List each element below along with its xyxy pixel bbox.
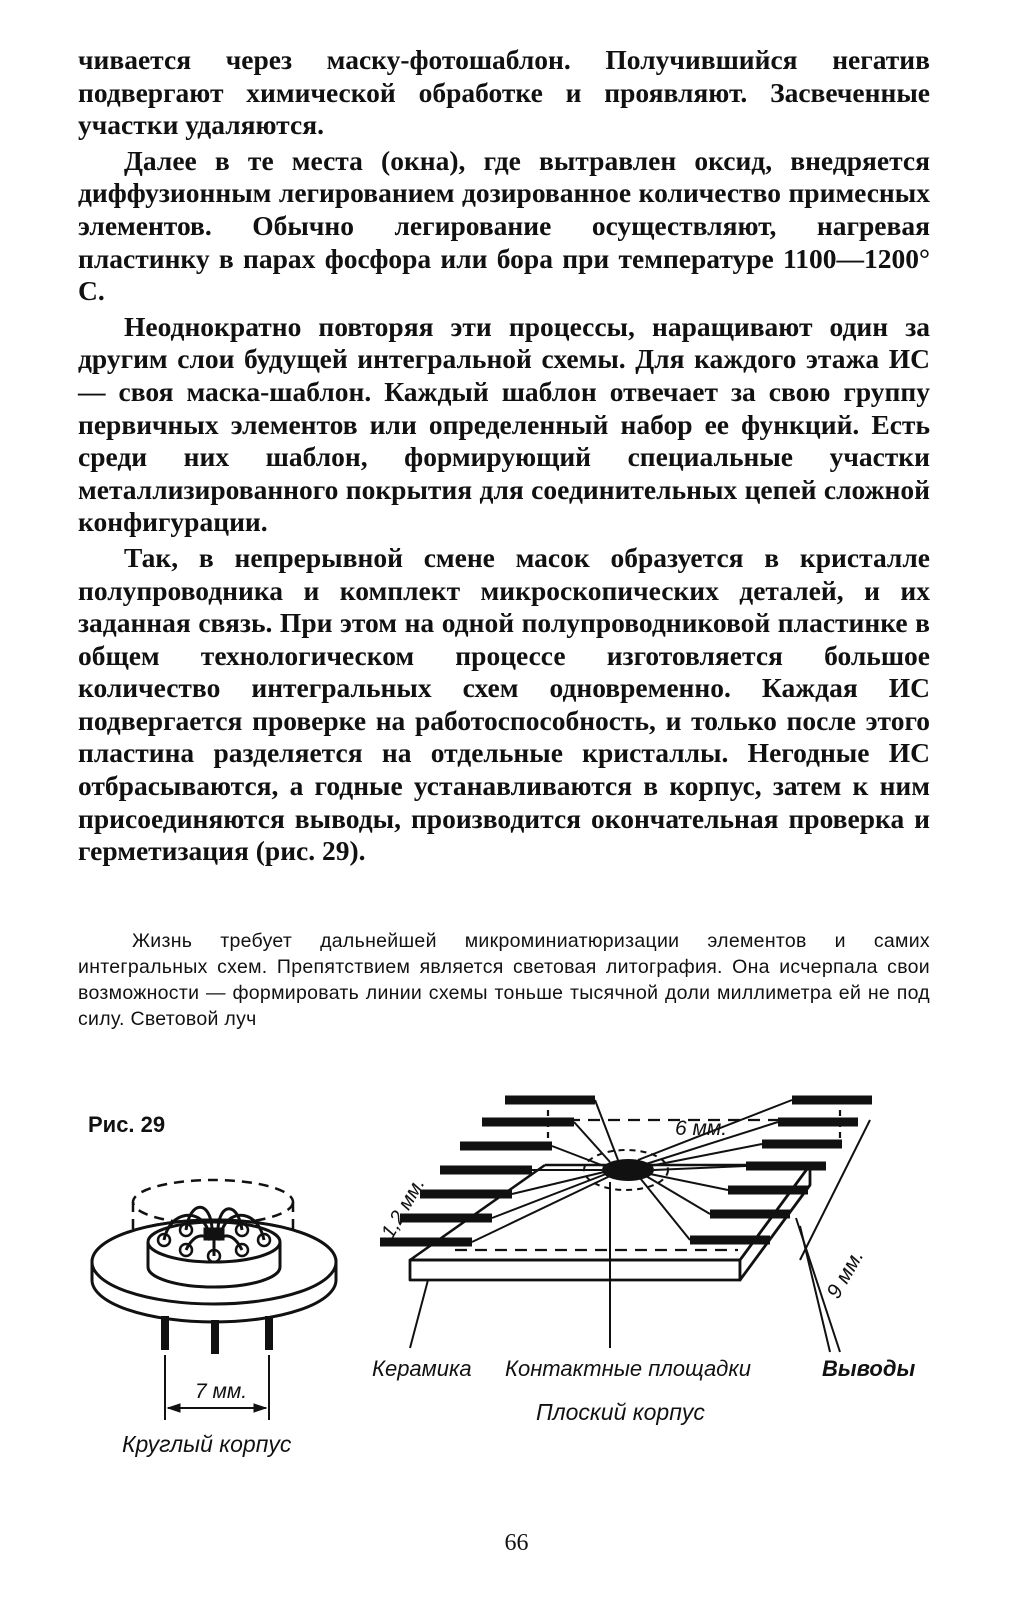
paragraph-2: Далее в те места (окна), где вытравлен оксид, внедряется диффузионным легированием дозированное количество примесных элементов. Обычно легирование осуществляют, нагревая пластинку в парах фосфора или бора при температуре 1100—1200° С. — [78, 144, 930, 307]
body-text — [78, 44, 930, 871]
figure-29 — [0, 1090, 1033, 1510]
paragraph-1: чивается через маску-фотошаблон. Получившийся негатив подвергают химической обработке и проявляют. Засвеченные участки удаляются. — [78, 44, 930, 141]
label-contact-pads: Контактные площадки — [505, 1356, 751, 1381]
flat-package-label: Плоский корпус — [536, 1399, 705, 1425]
dimension-6mm: 6 мм. — [675, 1117, 728, 1140]
small-print-paragraph: Жизнь требует дальнейшей микроминиатюризации элементов и самих интегральных схем. Препятствием является световая литография. Она исчерпала свои возможности — формировать линии схемы тоньше тысячной доли миллиметра ей не под силу. Световой луч — [78, 930, 930, 1030]
figure-caption: Рис. 29 — [88, 1112, 166, 1137]
round-package-label: Круглый корпус — [122, 1431, 292, 1457]
page-number: 66 — [504, 1530, 529, 1556]
flat-package-drawing — [380, 1090, 872, 1510]
label-leads: Выводы — [822, 1356, 916, 1381]
paragraph-4: Так, в непрерывной смене масок образуется в кристалле полупроводника и комплект микроскопических деталей, и их заданная связь. При этом на одной полупроводниковой пластинке в общем технологическом процессе изготовляется большое количество интегральных схем одновременно. Каждая ИС подвергается проверке на работоспособность, и только после этого пластина разделяется на отдельные кристаллы. Негодные ИС отбрасываются, а годные устанавливаются в корпус, затем к ним присоединяются выводы, производится окончательная проверка и герметизация (рис. 29). — [78, 541, 930, 867]
dimension-1-2mm: 1,2 мм. — [377, 1174, 430, 1243]
paragraph-3: Неоднократно повторяя эти процессы, наращивают один за другим слои будущей интегральной схемы. Для каждого этажа ИС — своя маска-шаблон. Каждый шаблон отвечает за свою группу первичных элементов или определенный набор ее функций. Есть среди них шаблон, формирующий специальные участки металлизированного покрытия для соединительных цепей сложной конфигурации. — [78, 310, 930, 538]
dimension-9mm: 9 мм. — [822, 1245, 869, 1303]
label-ceramics: Керамика — [372, 1356, 472, 1381]
dimension-7mm: 7 мм. — [195, 1380, 248, 1403]
